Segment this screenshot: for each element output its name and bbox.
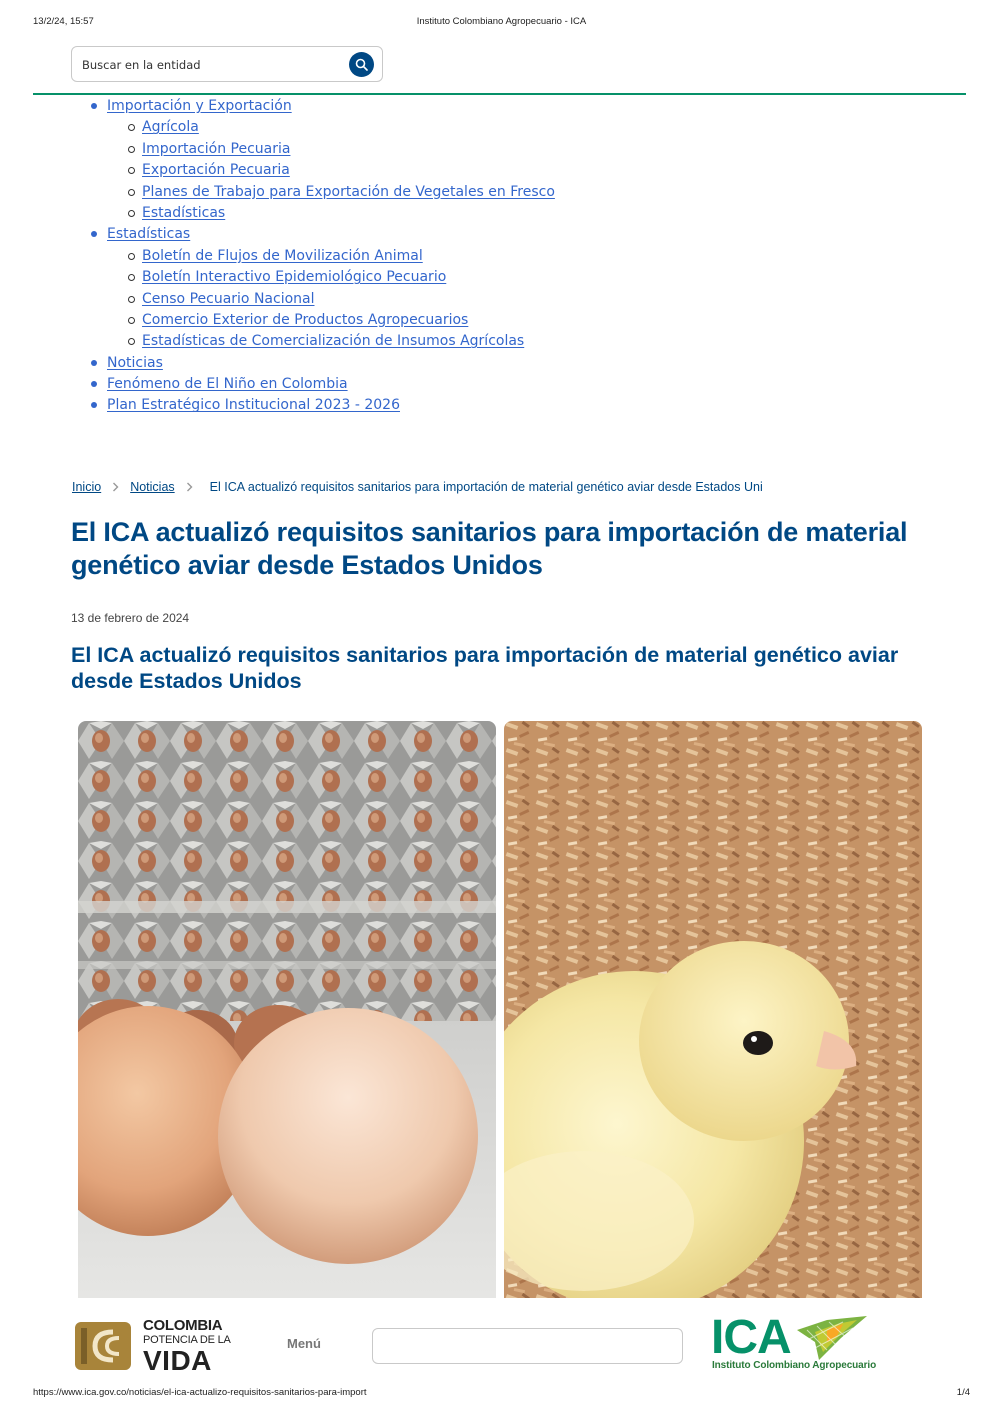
bullet <box>91 381 97 387</box>
bullet <box>128 296 135 303</box>
article-subtitle: El ICA actualizó requisitos sanitarios para importación de material genético aviar desde Estados Unidos <box>71 643 899 693</box>
print-footer <box>33 1387 970 1401</box>
ica-logo[interactable] <box>711 1311 877 1374</box>
ica-leaf-icon <box>797 1316 867 1360</box>
nav-link-plan-estrategico[interactable]: Plan Estratégico Institucional 2023 - 2026 <box>107 397 400 414</box>
gov-logo-line2: POTENCIA DE LA <box>143 1334 231 1346</box>
nav-link-estadisticas-insumos[interactable]: Estadísticas de Comercialización de Insumos Agrícolas <box>142 333 525 350</box>
nav-subitem <box>71 117 555 138</box>
eggs-photo <box>78 721 496 1298</box>
ica-logo-word: ICA <box>711 1311 791 1364</box>
nav-subitem <box>71 160 555 181</box>
breadcrumb-current: El ICA actualizó requisitos sanitarios para importación de material genético aviar desde Estados Uni <box>209 480 763 494</box>
bullet <box>91 231 97 237</box>
nav-subitem <box>71 267 555 288</box>
nav-link-censo-pecuario[interactable]: Censo Pecuario Nacional <box>142 290 315 307</box>
nav-subitem <box>71 182 555 203</box>
bullet <box>128 253 135 260</box>
bullet <box>128 146 135 153</box>
sticky-footer-bar <box>0 1298 1000 1384</box>
gov-logo-line1: COLOMBIA <box>143 1317 223 1334</box>
bullet <box>128 167 135 174</box>
nav-menu <box>71 96 555 417</box>
article-hero-image <box>78 721 922 1298</box>
nav-link-boletin-interactivo[interactable]: Boletín Interactivo Epidemiológico Pecuario <box>142 269 447 286</box>
nav-subitem <box>71 203 555 224</box>
nav-subitem <box>71 139 555 160</box>
breadcrumb-noticias[interactable]: Noticias <box>130 480 175 494</box>
search-box <box>71 46 383 82</box>
bullet <box>91 360 97 366</box>
nav-link-importacion-pecuaria[interactable]: Importación Pecuaria <box>142 140 291 157</box>
nav-item <box>71 224 555 245</box>
gov-logo-line3: VIDA <box>143 1345 212 1376</box>
bullet <box>128 317 135 324</box>
search-button[interactable] <box>349 52 374 77</box>
breadcrumb-home[interactable]: Inicio <box>72 480 102 494</box>
print-header <box>33 16 970 30</box>
colombia-potencia-vida-logo[interactable] <box>73 1318 233 1374</box>
chevron-right-icon <box>112 482 119 492</box>
nav-link-exportacion-pecuaria[interactable]: Exportación Pecuaria <box>142 162 290 179</box>
nav-link-estadisticas[interactable]: Estadísticas <box>107 226 191 243</box>
nav-link-fenomeno-nino[interactable]: Fenómeno de El Niño en Colombia <box>107 376 348 393</box>
chick-photo <box>504 721 922 1298</box>
print-datetime: 13/2/24, 15:57 <box>33 16 94 27</box>
page-title: El ICA actualizó requisitos sanitarios para importación de material genético aviar desde Estados Unidos <box>71 517 908 580</box>
bullet <box>91 402 97 408</box>
print-page-title: Instituto Colombiano Agropecuario - ICA <box>416 16 587 27</box>
nav-link-boletin-flujos[interactable]: Boletín de Flujos de Movilización Animal <box>142 247 423 264</box>
nav-item <box>71 353 555 374</box>
nav-subitem <box>71 310 555 331</box>
print-page-number: 1/4 <box>956 1387 970 1398</box>
nav-subitem <box>71 246 555 267</box>
nav-item <box>71 374 555 395</box>
nav-link-importacion-exportacion[interactable]: Importación y Exportación <box>107 98 292 114</box>
nav-link-comercio-exterior[interactable]: Comercio Exterior de Productos Agropecuarios <box>142 311 469 328</box>
search-input[interactable] <box>82 56 332 74</box>
footer-search-input[interactable] <box>372 1328 683 1364</box>
print-url: https://www.ica.gov.co/noticias/el-ica-actualizo-requisitos-sanitarios-para-import <box>33 1387 367 1398</box>
article-date: 13 de febrero de 2024 <box>71 611 190 625</box>
nav-subitem <box>71 331 555 352</box>
bullet <box>128 338 135 345</box>
search-icon <box>355 58 368 71</box>
nav-link-noticias[interactable]: Noticias <box>107 354 163 371</box>
chevron-right-icon <box>186 482 193 492</box>
bullet <box>128 124 135 131</box>
nav-item <box>71 395 555 416</box>
bullet <box>128 274 135 281</box>
breadcrumb <box>72 480 763 494</box>
header-divider <box>33 93 966 95</box>
nav-link-agricola[interactable]: Agrícola <box>142 119 199 136</box>
nav-link-estadisticas-impexp[interactable]: Estadísticas <box>142 204 226 221</box>
menu-button[interactable]: Menú <box>287 1336 321 1351</box>
nav-subitem <box>71 289 555 310</box>
gov-emblem-icon <box>73 1318 133 1374</box>
bullet <box>128 210 135 217</box>
bullet <box>91 103 97 109</box>
ica-logo-subtitle: Instituto Colombiano Agropecuario <box>712 1360 877 1371</box>
nav-item <box>71 96 555 117</box>
nav-link-planes-trabajo[interactable]: Planes de Trabajo para Exportación de Vegetales en Fresco <box>142 183 555 200</box>
gov-logo-text <box>143 1318 231 1375</box>
bullet <box>128 189 135 196</box>
